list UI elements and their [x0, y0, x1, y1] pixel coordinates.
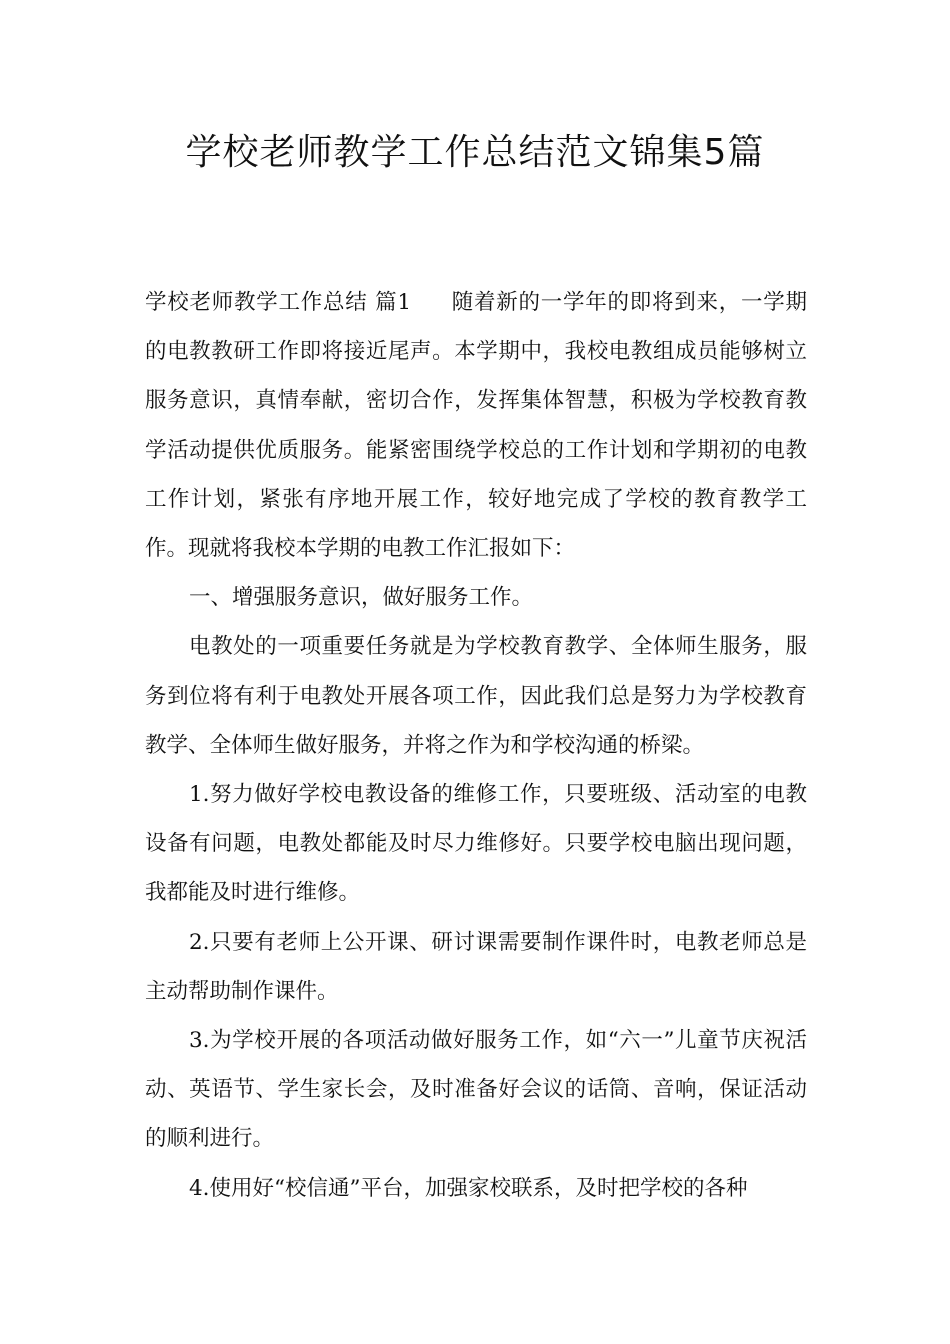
document-body [145, 278, 807, 1213]
paragraph-item-3: 3.为学校开展的各项活动做好服务工作，如“六一”儿童节庆祝活动、英语节、学生家长会，及时准备好会议的话筒、音响，保证活动的顺利进行。 [145, 1028, 807, 1152]
intro-paragraph [145, 278, 807, 573]
paragraph-item-1: 1.努力做好学校电教设备的维修工作，只要班级、活动室的电教设备有问题，电教处都能及时尽力维修好。只要学校电脑出现问题，我都能及时进行维修。 [145, 782, 807, 906]
paragraph-item-4: 4.使用好“校信通”平台，加强家校联系，及时把学校的各种 [189, 1175, 748, 1201]
paragraph-item-2: 2.只要有老师上公开课、研讨课需要制作课件时，电教老师总是主动帮助制作课件。 [145, 929, 807, 1004]
section-one-heading: 一、增强服务意识，做好服务工作。 [189, 585, 534, 611]
intro-text: 随着新的一学年的即将到来，一学期的电教教研工作即将接近尾声。本学期中，我校电教组成员能够树立服务意识，真情奉献，密切合作，发挥集体智慧，积极为学校教育教学活动提供优质服务。能紧密围绕学校总的工作计划和学期初的电教工作计划，紧张有序地开展工作，较好地完成了学校的教育教学工作。现就将我校本学期的电教工作汇报如下： [145, 290, 807, 562]
section-heading: 学校老师教学工作总结 篇1 [145, 290, 412, 315]
paragraph-service: 电教处的一项重要任务就是为学校教育教学、全体师生服务，服务到位将有利于电教处开展各项工作，因此我们总是努力为学校教育教学、全体师生做好服务，并将之作为和学校沟通的桥梁。 [145, 634, 807, 758]
document-title: 学校老师教学工作总结范文锦集5篇 [185, 132, 765, 173]
